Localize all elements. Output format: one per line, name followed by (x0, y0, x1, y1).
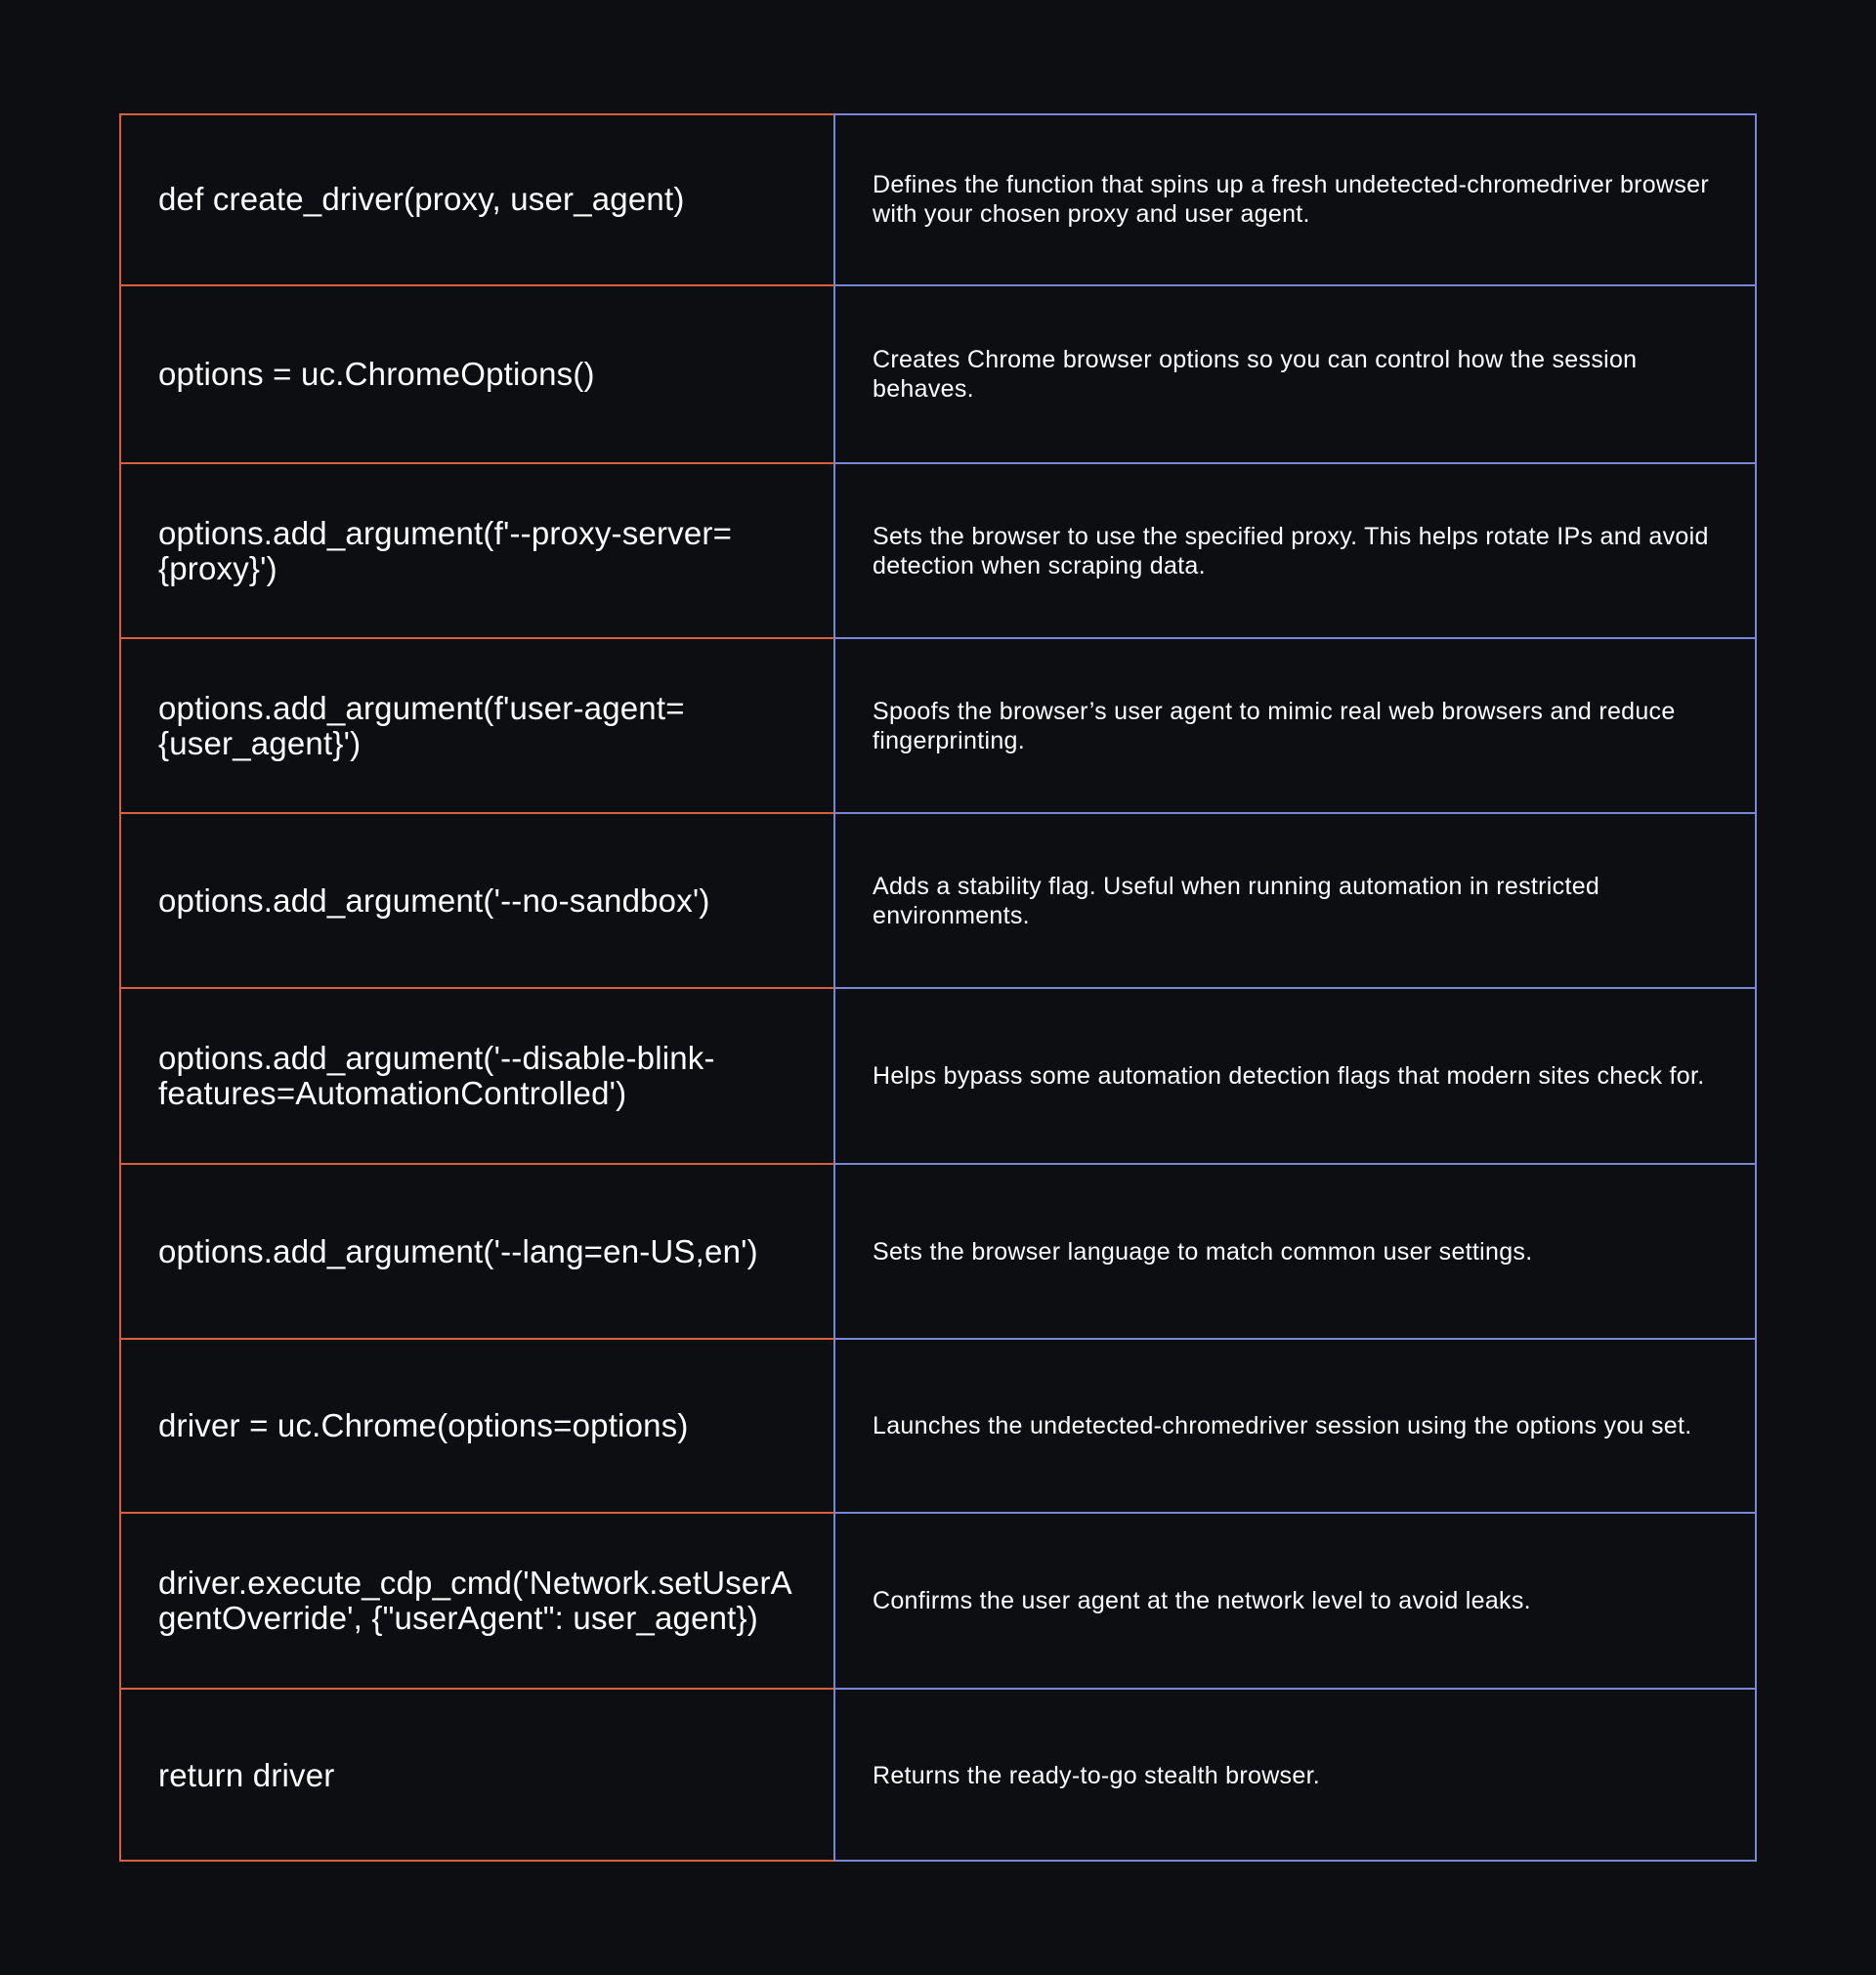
table-divider (833, 284, 1757, 286)
table-row (119, 813, 1757, 988)
code-cell (119, 813, 833, 988)
table-divider (833, 812, 1757, 814)
table-divider (119, 1163, 833, 1165)
description-text: Spoofs the browser’s user agent to mimic real web browsers and reduce fingerprinting. (873, 697, 1676, 754)
table-row (119, 113, 1757, 285)
description-cell (833, 988, 1757, 1164)
table-divider (119, 1338, 833, 1340)
code-text: driver.execute_cdp_cmd('Network.setUserAgentOverride', {"userAgent": user_agent}) (158, 1565, 792, 1636)
description-cell (833, 1164, 1757, 1339)
description-cell (833, 1513, 1757, 1689)
code-text: options.add_argument('--lang=en-US,en') (158, 1232, 758, 1269)
table-row (119, 1339, 1757, 1513)
table-divider (833, 462, 1757, 464)
code-text: return driver (158, 1756, 335, 1793)
description-text: Returns the ready-to-go stealth browser. (873, 1761, 1321, 1789)
code-cell (119, 1339, 833, 1513)
description-cell (833, 285, 1757, 463)
table-divider (119, 462, 833, 464)
description-cell (833, 463, 1757, 638)
table-divider (119, 1688, 833, 1690)
table-divider (833, 987, 1757, 989)
code-cell (119, 1164, 833, 1339)
table-divider (833, 1860, 1757, 1862)
table-column-divider (833, 113, 835, 1862)
table-divider (833, 1163, 1757, 1165)
description-text: Adds a stability flag. Useful when running automation in restricted environments. (873, 872, 1600, 929)
table-divider (833, 1688, 1757, 1690)
table-row (119, 988, 1757, 1164)
table-border-left (119, 113, 121, 1862)
description-text: Sets the browser language to match common user settings. (873, 1237, 1533, 1266)
code-explanation-table (119, 113, 1757, 1862)
code-text: options.add_argument(f'--proxy-server={proxy}') (158, 514, 733, 586)
table-divider (833, 1512, 1757, 1514)
description-cell (833, 1339, 1757, 1513)
table-row (119, 463, 1757, 638)
description-cell (833, 1689, 1757, 1862)
table-divider (119, 113, 833, 115)
table-row (119, 638, 1757, 813)
code-cell (119, 638, 833, 813)
code-cell (119, 988, 833, 1164)
description-text: Defines the function that spins up a fresh undetected-chromedriver browser with your chosen proxy and user agent. (873, 171, 1709, 228)
table-divider (833, 1338, 1757, 1340)
table-row (119, 1164, 1757, 1339)
description-text: Creates Chrome browser options so you can control how the session behaves. (873, 346, 1638, 403)
table-row (119, 1513, 1757, 1689)
code-text: driver = uc.Chrome(options=options) (158, 1407, 689, 1443)
code-cell (119, 463, 833, 638)
table-divider (119, 812, 833, 814)
code-cell (119, 1513, 833, 1689)
table-border-right (1755, 113, 1757, 1862)
table-divider (119, 284, 833, 286)
table-row (119, 285, 1757, 463)
description-text: Helps bypass some automation detection flags that modern sites check for. (873, 1062, 1705, 1090)
code-text: options = uc.ChromeOptions() (158, 356, 595, 392)
description-text: Sets the browser to use the specified proxy. This helps rotate IPs and avoid detection when scraping data. (873, 522, 1709, 580)
table-divider (119, 1512, 833, 1514)
table-divider (119, 987, 833, 989)
table-divider (119, 637, 833, 639)
description-cell (833, 113, 1757, 285)
code-text: options.add_argument('--no-sandbox') (158, 881, 710, 919)
code-text: def create_driver(proxy, user_agent) (158, 181, 685, 217)
table-divider (833, 113, 1757, 115)
table-divider (119, 1860, 833, 1862)
code-text: options.add_argument(f'user-agent={user_agent}') (158, 689, 685, 761)
description-text: Launches the undetected-chromedriver session using the options you set. (873, 1412, 1692, 1439)
description-text: Confirms the user agent at the network level to avoid leaks. (873, 1587, 1531, 1614)
table-row (119, 1689, 1757, 1862)
code-cell (119, 113, 833, 285)
table-divider (833, 637, 1757, 639)
code-text: options.add_argument('--disable-blink-features=AutomationControlled') (158, 1040, 715, 1111)
description-cell (833, 638, 1757, 813)
code-cell (119, 1689, 833, 1862)
description-cell (833, 813, 1757, 988)
code-cell (119, 285, 833, 463)
